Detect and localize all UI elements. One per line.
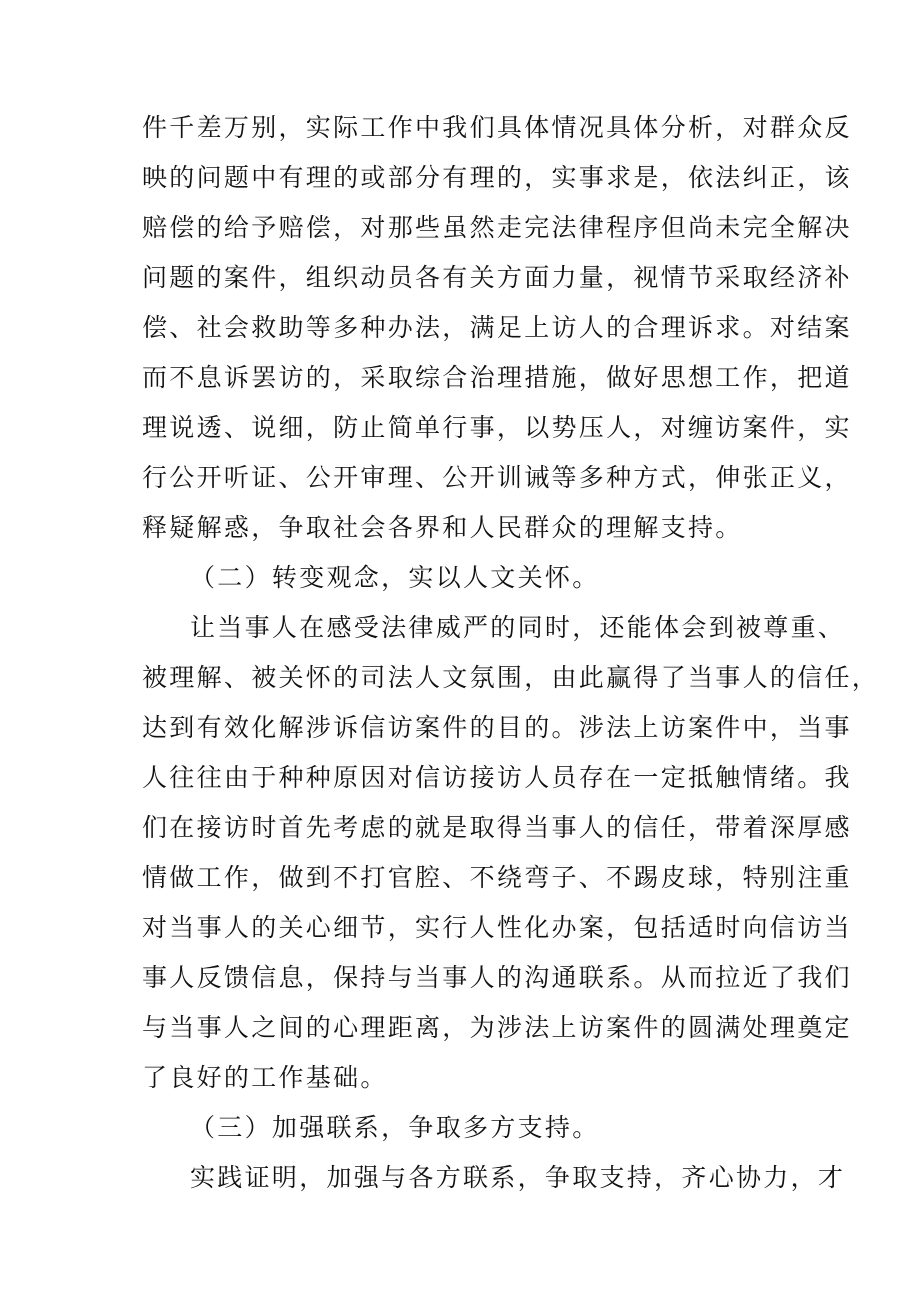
text-line: 被理解、被关怀的司法人文氛围，由此赢得了当事人的信任，: [142, 663, 880, 692]
text-line: 理说透、说细，防止简单行事，以势压人，对缠访案件，实: [142, 413, 852, 442]
text-line: 偿、社会救助等多种办法，满足上访人的合理诉求。对结案: [142, 313, 852, 342]
text-line: 问题的案件，组织动员各有关方面力量，视情节采取经济补: [142, 263, 852, 292]
text-line: 映的问题中有理的或部分有理的，实事求是，依法纠正，该: [142, 163, 852, 192]
text-line: 行公开听证、公开审理、公开训诫等多种方式，伸张正义，: [142, 463, 852, 492]
text-line: 对当事人的关心细节，实行人性化办案，包括适时向信访当: [142, 913, 852, 942]
text-line: 而不息诉罢访的，采取综合治理措施，做好思想工作，把道: [142, 363, 852, 392]
text-line: 与当事人之间的心理距离，为涉法上访案件的圆满处理奠定: [142, 1013, 852, 1042]
text-line: 事人反馈信息，保持与当事人的沟通联系。从而拉近了我们: [142, 963, 852, 992]
text-line: 了良好的工作基础。: [142, 1063, 388, 1092]
section-heading: （三）加强联系，争取多方支持。: [190, 1113, 600, 1142]
text-line: 情做工作，做到不打官腔、不绕弯子、不踢皮球，特别注重: [142, 863, 852, 892]
paragraph-first-line: 让当事人在感受法律威严的同时，还能体会到被尊重、: [190, 613, 846, 642]
text-line: 们在接访时首先考虑的就是取得当事人的信任，带着深厚感: [142, 813, 852, 842]
text-line: 达到有效化解涉诉信访案件的目的。涉法上访案件中，当事: [142, 713, 852, 742]
text-line: 人往往由于种种原因对信访接访人员存在一定抵触情绪。我: [142, 763, 852, 792]
text-line: 赔偿的给予赔偿，对那些虽然走完法律程序但尚未完全解决: [142, 213, 852, 242]
text-line: 件千差万别，实际工作中我们具体情况具体分析，对群众反: [142, 113, 852, 142]
text-line: 释疑解惑，争取社会各界和人民群众的理解支持。: [142, 513, 743, 542]
paragraph-first-line: 实践证明，加强与各方联系，争取支持，齐心协力，才: [190, 1163, 846, 1192]
section-heading: （二）转变观念，实以人文关怀。: [190, 563, 600, 592]
